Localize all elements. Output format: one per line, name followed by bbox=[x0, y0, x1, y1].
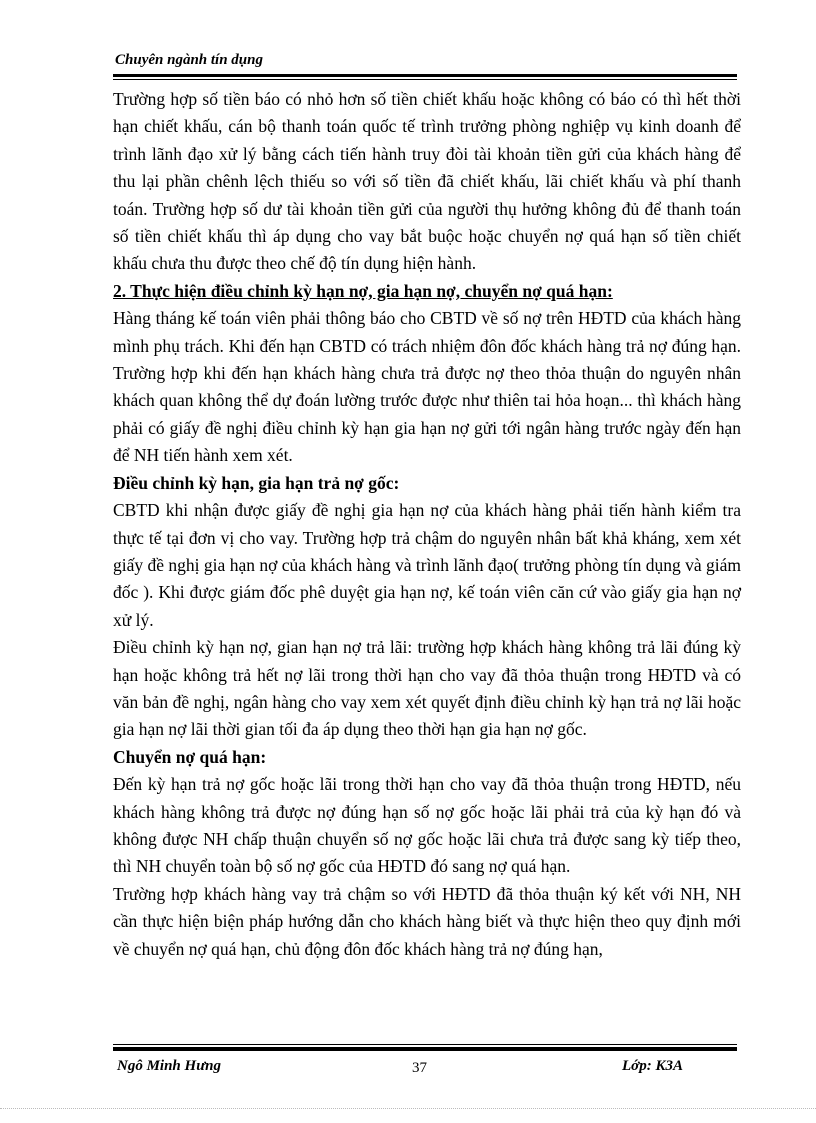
paragraph-monthly-notice: Hàng tháng kế toán viên phải thông báo cho CBTD về số nợ trên HĐTD của khách hàng mình phụ trách. Khi đến hạn CBTD có trách nhiệm đôn đốc khách hàng trả nợ đúng hạn. Trường hợp khi đến hạn khách hàng chưa trả được nợ theo thỏa thuận do nguyên nhân khách quan không thể dự đoán lường trước được như thiên tai hỏa hoạn... thì khách hàng phải có giấy đề nghị điều chỉnh kỳ hạn gia hạn nợ gửi tới ngân hàng trước ngày đến hạn để NH tiến hành xem xét. bbox=[113, 308, 741, 466]
section-title-debt-adjustment: 2. Thực hiện điều chỉnh kỳ hạn nợ, gia hạn nợ, chuyển nợ quá hạn: bbox=[113, 280, 613, 301]
paragraph-discount-recovery: Trường hợp số tiền báo có nhỏ hơn số tiền chiết khấu hoặc không có báo có thì hết thời hạn chiết khấu, cán bộ thanh toán quốc tế trình trưởng phòng nghiệp vụ kinh doanh để trình lãnh đạo xử lý bằng cách tiến hành truy đòi tài khoản tiền gửi của khách hàng để thu lại phần chênh lệch thiếu so với số tiền đã chiết khấu, lãi chiết khấu và phí thanh toán. Trường hợp số dư tài khoản tiền gửi của người thụ hưởng không đủ để thanh toán số tiền chiết khấu thì áp dụng cho vay bắt buộc hoặc chuyển nợ quá hạn số tiền chiết khấu chưa thu được theo chế độ tín dụng hiện hành. bbox=[113, 89, 741, 274]
page-edge-divider bbox=[0, 1108, 816, 1109]
footer-class-label: Lớp: K3A bbox=[622, 1058, 683, 1074]
paragraph-late-repayment: Trường hợp khách hàng vay trả chậm so với HĐTD đã thỏa thuận ký kết với NH, NH cần thực hiện biện pháp hướng dẫn cho khách hàng biết và thực hiện theo quy định mới về chuyển nợ quá hạn, chủ động đôn đốc khách hàng trả nợ đúng hạn, bbox=[113, 883, 741, 959]
paragraph-principal-extension: CBTD khi nhận được giấy đề nghị gia hạn nợ của khách hàng phải tiến hành kiểm tra thực tế tại đơn vị cho vay. Trường hợp trả chậm do nguyên nhân bất khả kháng, xem xét giấy đề nghị gia hạn nợ của khách hàng và trình lãnh đạo( trưởng phòng tín dụng và giám đốc ). Khi được giám đốc phê duyệt gia hạn nợ, kế toán viên căn cứ vào giấy gia hạn nợ xử lý. bbox=[113, 500, 741, 630]
heading-principal-extension: Điều chỉnh kỳ hạn, gia hạn trả nợ gốc: bbox=[113, 472, 400, 493]
header-rule-thin bbox=[113, 79, 737, 80]
page-body bbox=[113, 86, 741, 963]
paragraph-overdue-transfer: Đến kỳ hạn trả nợ gốc hoặc lãi trong thời hạn cho vay đã thỏa thuận trong HĐTD, nếu khách hàng không trả được nợ đúng hạn số nợ gốc hoặc lãi phải trả của kỳ hạn đó và không được NH chấp thuận chuyển số nợ gốc hoặc lãi chưa trả được sang kỳ tiếp theo, thì NH chuyển toàn bộ số nợ gốc của HĐTD đó sang nợ quá hạn. bbox=[113, 774, 741, 877]
running-header-title: Chuyên ngành tín dụng bbox=[115, 52, 263, 68]
header-rule-thick bbox=[113, 74, 737, 77]
heading-overdue-transfer: Chuyển nợ quá hạn: bbox=[113, 746, 267, 767]
footer-author: Ngô Minh Hưng bbox=[117, 1058, 222, 1074]
footer-rule-thick bbox=[113, 1047, 737, 1051]
paragraph-interest-extension: Điều chỉnh kỳ hạn nợ, gian hạn nợ trả lãi: trường hợp khách hàng không trả lãi đúng kỳ hạn hoặc không trả hết nợ lãi trong thời hạn cho vay đã thỏa thuận trong HĐTD và có văn bản đề nghị, ngân hàng cho vay xem xét quyết định điều chỉnh kỳ hạn trả nợ lãi hoặc gia hạn nợ lãi thời gian tối đa áp dụng theo thời hạn gia hạn nợ gốc. bbox=[113, 637, 741, 740]
page-number: 37 bbox=[412, 1060, 427, 1076]
footer-rule-thin bbox=[113, 1044, 737, 1045]
